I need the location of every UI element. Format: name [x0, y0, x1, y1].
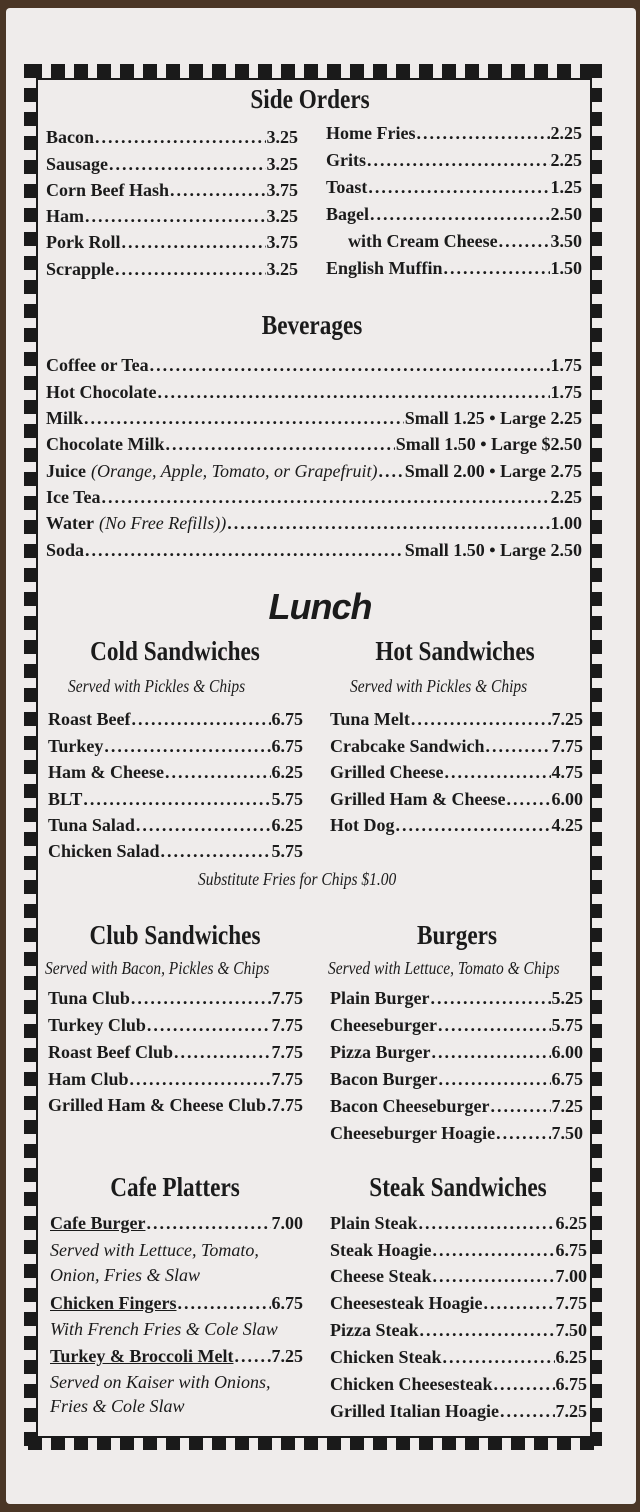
cafe-platter-description: Fries & Cole Slaw	[50, 1396, 185, 1416]
burger-item: Bacon Burger ..... 6.75	[330, 1066, 583, 1092]
checker-border-left	[24, 64, 36, 1450]
club-sandwich-item: Ham Club ..... 7.75	[48, 1066, 303, 1092]
burger-item: Plain Burger ..... 5.25	[330, 985, 583, 1011]
beverages-title: Beverages	[261, 310, 363, 340]
cold-sandwich-item: Turkey ..... 6.75	[48, 733, 303, 759]
club-sandwich-item: Tuna Club ..... 7.75	[48, 985, 303, 1011]
side-order-item: Bacon ..... 3.25	[46, 124, 298, 150]
checker-border-bottom	[28, 1436, 598, 1450]
beverage-item: Coffee or Tea ..... 1.75	[46, 352, 582, 378]
beverage-item: Ice Tea ..... 2.25	[46, 484, 582, 510]
hot-sandwich-item: Grilled Ham & Cheese ..... 6.00	[330, 786, 583, 812]
beverage-item: Water (No Free Refills)) ..... 1.00	[46, 510, 582, 536]
hot-sandwiches-title: Hot Sandwiches	[375, 636, 535, 666]
steak-sandwich-item: Steak Hoagie ..... 6.75	[330, 1237, 587, 1263]
side-order-item: with Cream Cheese ..... 3.50	[326, 228, 582, 254]
checker-border-top	[28, 64, 598, 78]
side-order-item: Toast ..... 1.25	[326, 174, 582, 200]
side-order-item: Pork Roll ..... 3.75	[46, 229, 298, 255]
beverage-item: Chocolate Milk ..... Small 1.50 • Large $2.50	[46, 431, 582, 457]
cafe-platter-item: Cafe Burger ..... 7.00	[50, 1210, 303, 1236]
burger-item: Pizza Burger ..... 6.00	[330, 1039, 583, 1065]
cold-sandwiches-subtitle: Served with Pickles & Chips	[68, 676, 246, 696]
side-order-item: Bagel ..... 2.50	[326, 201, 582, 227]
side-orders-title: Side Orders	[250, 84, 370, 114]
beverage-item: Juice (Orange, Apple, Tomato, or Grapefruit) ..... Small 2.00 • Large 2.75	[46, 458, 582, 484]
beverage-item: Soda ..... Small 1.50 • Large 2.50	[46, 537, 582, 563]
burger-item: Cheeseburger Hoagie ..... 7.50	[330, 1120, 583, 1146]
cold-sandwich-item: Ham & Cheese ..... 6.25	[48, 759, 303, 785]
hot-sandwiches-subtitle: Served with Pickles & Chips	[350, 676, 528, 696]
hot-sandwich-item: Tuna Melt ..... 7.25	[330, 706, 583, 732]
cold-sandwich-item: Tuna Salad ..... 6.25	[48, 812, 303, 838]
beverage-item: Milk ..... Small 1.25 • Large 2.25	[46, 405, 582, 431]
cold-sandwich-item: Roast Beef ..... 6.75	[48, 706, 303, 732]
cold-sandwiches-title: Cold Sandwiches	[90, 636, 260, 666]
beverage-item: Hot Chocolate ..... 1.75	[46, 379, 582, 405]
club-sandwich-item: Turkey Club ..... 7.75	[48, 1012, 303, 1038]
club-sandwich-item: Grilled Ham & Cheese Club ..... 7.75	[48, 1092, 303, 1118]
burgers-title: Burgers	[417, 920, 497, 950]
club-sandwiches-title: Club Sandwiches	[89, 920, 261, 950]
side-order-item: Scrapple ..... 3.25	[46, 256, 298, 282]
burger-item: Bacon Cheeseburger ..... 7.25	[330, 1093, 583, 1119]
hot-sandwich-item: Hot Dog ..... 4.25	[330, 812, 583, 838]
steak-sandwich-item: Chicken Cheesesteak ..... 6.75	[330, 1371, 587, 1397]
side-order-item: Home Fries ..... 2.25	[326, 120, 582, 146]
cafe-platter-description: With French Fries & Cole Slaw	[50, 1319, 278, 1339]
cafe-platter-description: Served on Kaiser with Onions,	[50, 1372, 271, 1392]
cafe-platter-description: Onion, Fries & Slaw	[50, 1265, 201, 1285]
cafe-platter-item: Turkey & Broccoli Melt ..... 7.25	[50, 1343, 303, 1369]
steak-sandwich-item: Chicken Steak ..... 6.25	[330, 1344, 587, 1370]
side-order-item: Corn Beef Hash ..... 3.75	[46, 177, 298, 203]
hot-sandwich-item: Grilled Cheese ..... 4.75	[330, 759, 583, 785]
burgers-subtitle: Served with Lettuce, Tomato & Chips	[328, 958, 560, 978]
side-order-item: Grits ..... 2.25	[326, 147, 582, 173]
steak-sandwich-item: Grilled Italian Hoagie ..... 7.25	[330, 1398, 587, 1424]
hot-sandwich-item: Crabcake Sandwich ..... 7.75	[330, 733, 583, 759]
cold-sandwich-item: BLT ..... 5.75	[48, 786, 303, 812]
club-sandwich-item: Roast Beef Club ..... 7.75	[48, 1039, 303, 1065]
club-sandwiches-subtitle: Served with Bacon, Pickles & Chips	[45, 958, 270, 978]
lunch-title: Lunch	[268, 586, 372, 627]
steak-sandwich-item: Plain Steak ..... 6.25	[330, 1210, 587, 1236]
side-order-item: English Muffin ..... 1.50	[326, 255, 582, 281]
cold-sandwich-item: Chicken Salad ..... 5.75	[48, 838, 303, 864]
steak-sandwich-item: Pizza Steak ..... 7.50	[330, 1317, 587, 1343]
steak-sandwich-item: Cheese Steak ..... 7.00	[330, 1263, 587, 1289]
burger-item: Cheeseburger ..... 5.75	[330, 1012, 583, 1038]
cafe-platter-item: Chicken Fingers ..... 6.75	[50, 1290, 303, 1316]
steak-sandwiches-title: Steak Sandwiches	[369, 1172, 547, 1202]
steak-sandwich-item: Cheesesteak Hoagie ..... 7.75	[330, 1290, 587, 1316]
cafe-platters-title: Cafe Platters	[110, 1172, 240, 1202]
cafe-platter-description: Served with Lettuce, Tomato,	[50, 1240, 259, 1260]
side-order-item: Sausage ..... 3.25	[46, 151, 298, 177]
substitute-note: Substitute Fries for Chips $1.00	[198, 869, 397, 889]
side-order-item: Ham ..... 3.25	[46, 203, 298, 229]
